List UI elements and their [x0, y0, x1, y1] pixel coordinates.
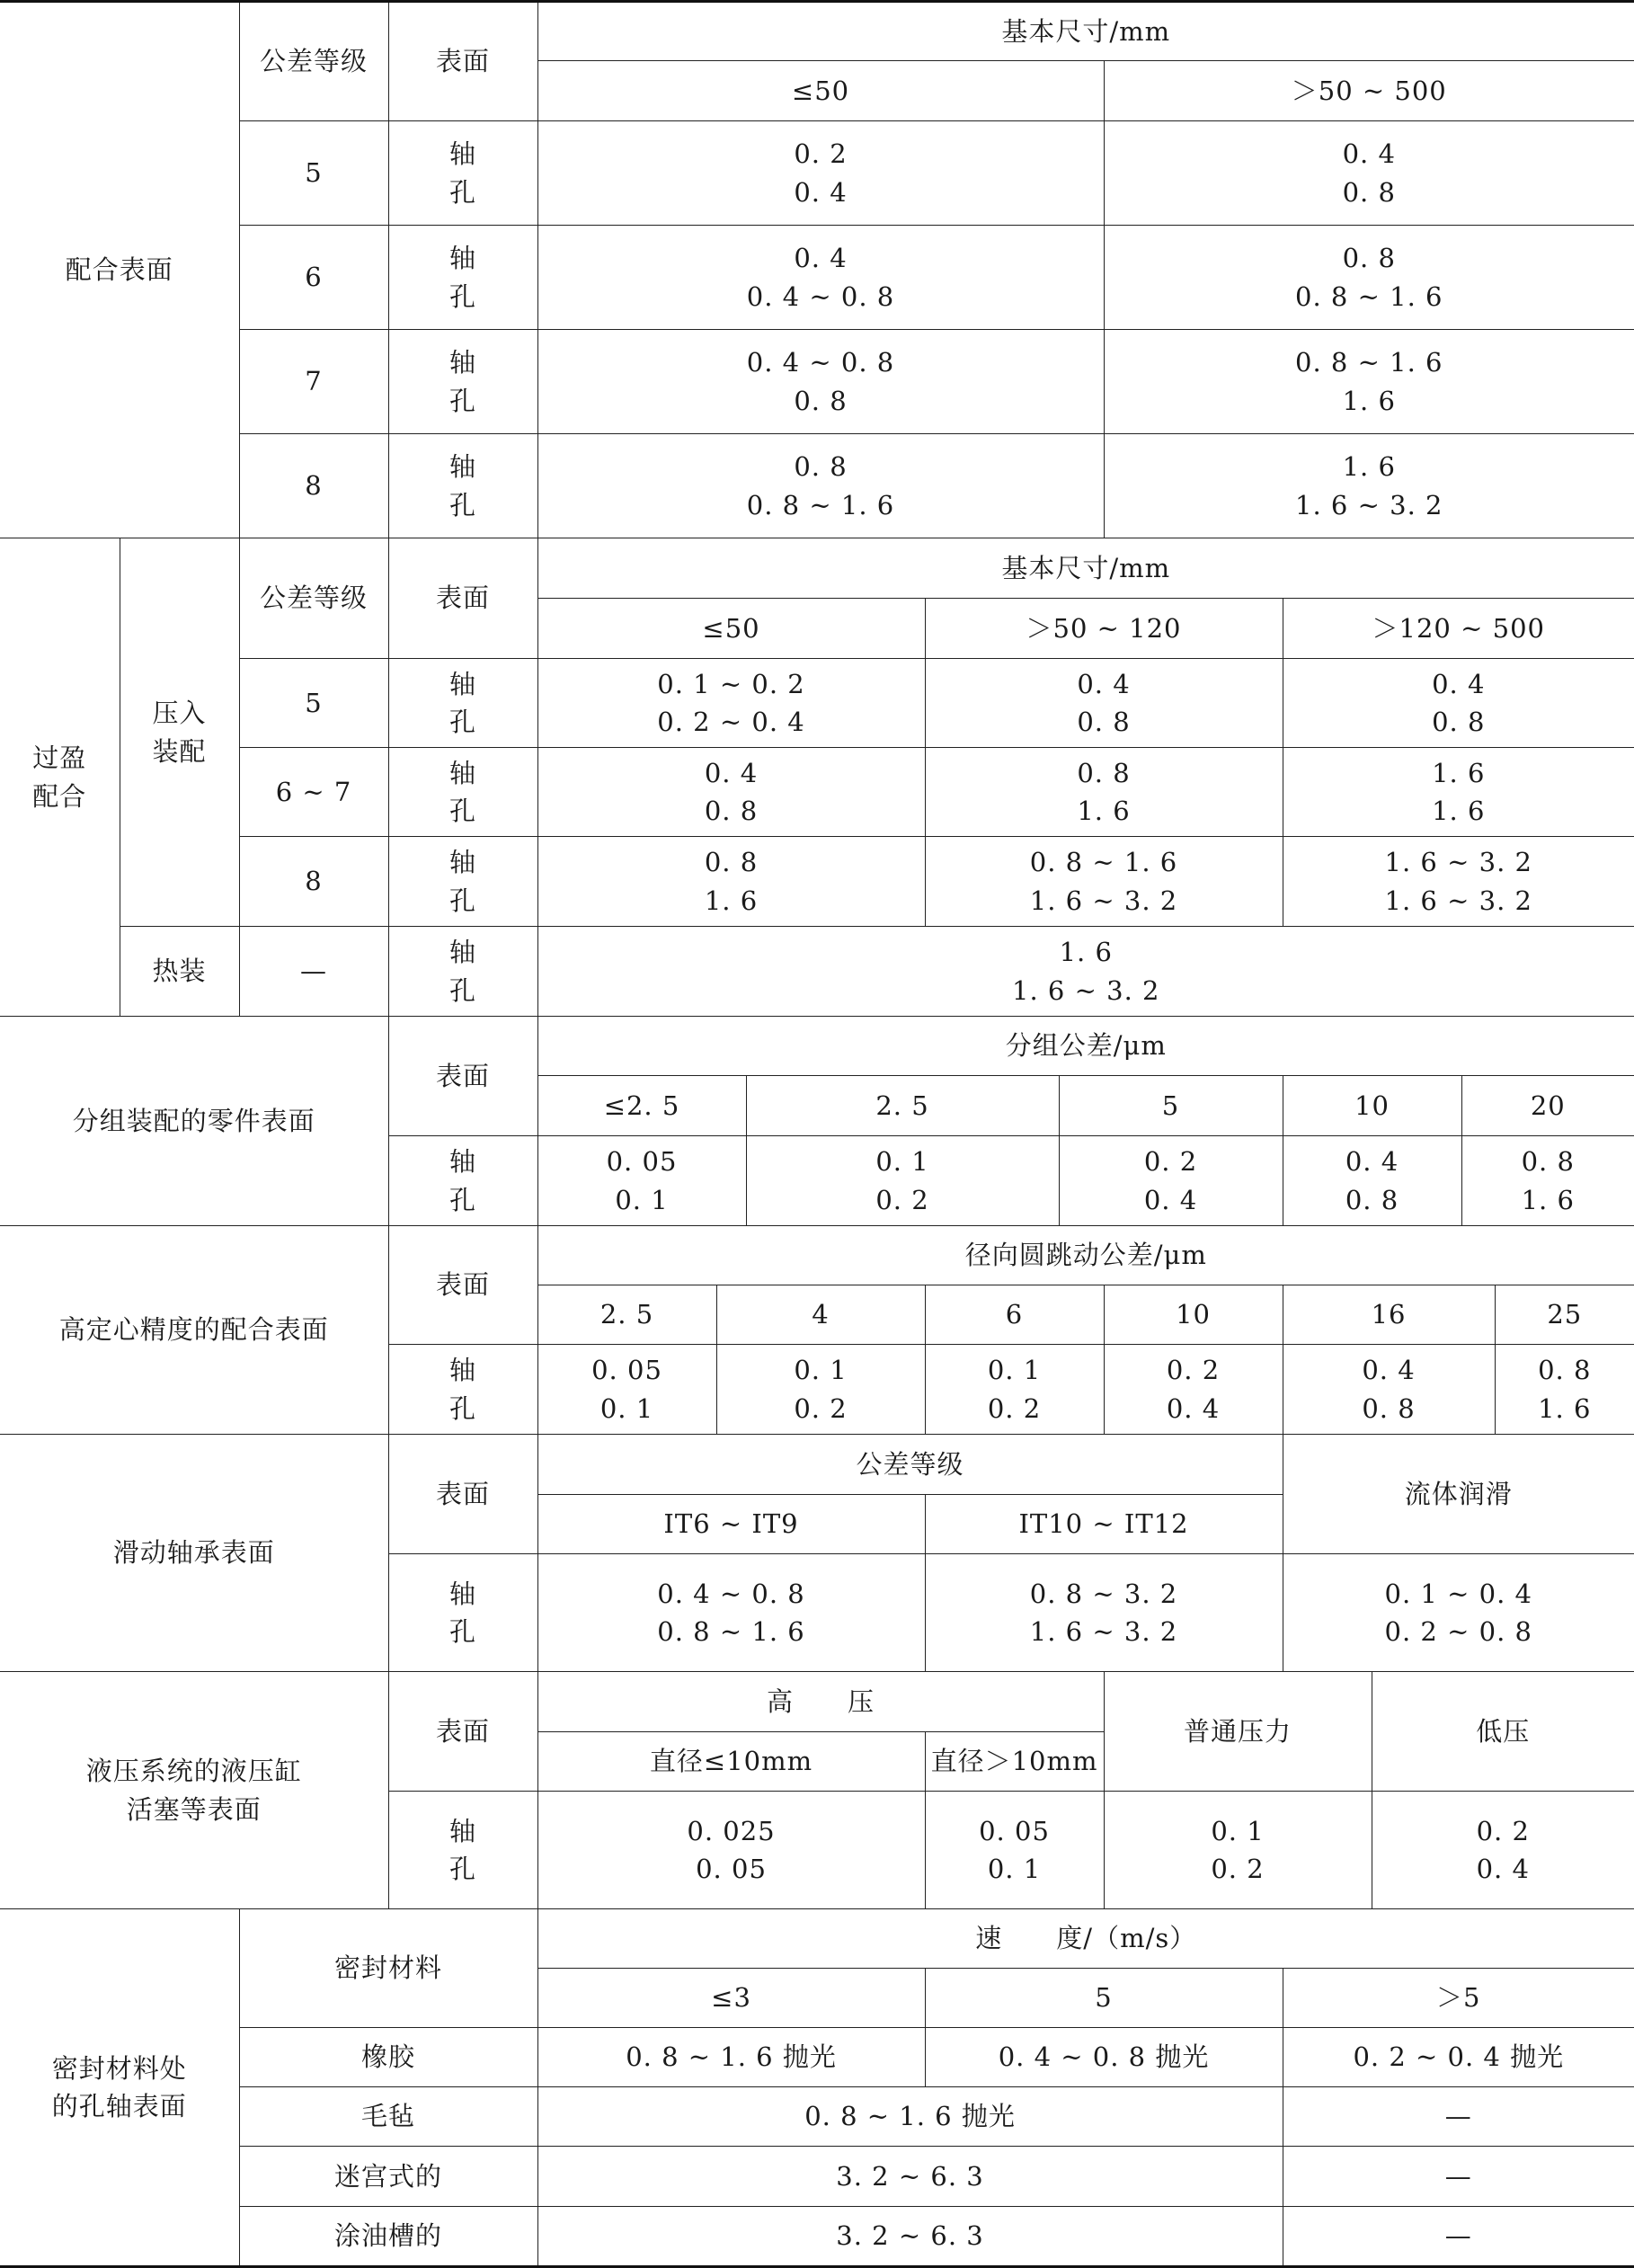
s7-col-header: 5 — [925, 1969, 1283, 2028]
s1-col-header: ＞50 ~ 500 — [1104, 61, 1634, 121]
s6-surface-labels: 轴 孔 — [388, 1792, 537, 1909]
s3-col-header: 10 — [1283, 1076, 1461, 1136]
s1-grade: 5 — [239, 121, 388, 226]
s5-fluid-header: 流体润滑 — [1283, 1435, 1634, 1554]
s5-surface-header: 表面 — [388, 1435, 537, 1554]
s4-value: 0. 4 0. 8 — [1283, 1345, 1495, 1435]
s7-material: 迷宫式的 — [239, 2147, 537, 2207]
s4-value: 0. 1 0. 2 — [716, 1345, 925, 1435]
s2-hot-value: 1. 6 1. 6 ~ 3. 2 — [537, 927, 1634, 1017]
s1-grade-header: 公差等级 — [239, 2, 388, 121]
s1-value: 0. 8 0. 8 ~ 1. 6 — [1104, 226, 1634, 330]
s5-surface-labels: 轴 孔 — [388, 1554, 537, 1672]
s5-col-header: IT10 ~ IT12 — [925, 1495, 1283, 1554]
s7-value: 0. 2 ~ 0. 4 抛光 — [1283, 2028, 1634, 2087]
s1-value: 0. 8 ~ 1. 6 1. 6 — [1104, 330, 1634, 434]
s2-title: 过盈 配合 — [0, 538, 120, 1017]
s1-surface-labels: 轴 孔 — [388, 121, 537, 226]
s7-value: — — [1283, 2087, 1634, 2147]
s2-press-fit: 压入 装配 — [120, 538, 239, 927]
s6-value: 0. 05 0. 1 — [925, 1792, 1104, 1909]
s1-value: 0. 8 0. 8 ~ 1. 6 — [537, 434, 1104, 538]
s3-value: 0. 2 0. 4 — [1059, 1136, 1283, 1226]
s5-col-header: IT6 ~ IT9 — [537, 1495, 925, 1554]
s6-value: 0. 1 0. 2 — [1104, 1792, 1372, 1909]
s1-value: 0. 4 ~ 0. 8 0. 8 — [537, 330, 1104, 434]
s2-hot-fit: 热装 — [120, 927, 239, 1017]
s4-value: 0. 1 0. 2 — [925, 1345, 1104, 1435]
s2-grade: 6 ~ 7 — [239, 748, 388, 837]
s2-surface-labels: 轴 孔 — [388, 748, 537, 837]
s7-value: 0. 8 ~ 1. 6 抛光 — [537, 2028, 925, 2087]
s6-normal-pressure-header: 普通压力 — [1104, 1672, 1372, 1792]
s3-value: 0. 4 0. 8 — [1283, 1136, 1461, 1226]
s5-value: 0. 8 ~ 3. 2 1. 6 ~ 3. 2 — [925, 1554, 1283, 1672]
s1-value: 0. 4 0. 8 — [1104, 121, 1634, 226]
s5-value: 0. 1 ~ 0. 4 0. 2 ~ 0. 8 — [1283, 1554, 1634, 1672]
s2-surface-labels: 轴 孔 — [388, 837, 537, 927]
s7-col-header: ＞5 — [1283, 1969, 1634, 2028]
s7-value: 3. 2 ~ 6. 3 — [537, 2147, 1283, 2207]
s1-grade: 7 — [239, 330, 388, 434]
s6-low-pressure-header: 低压 — [1372, 1672, 1634, 1792]
s4-surface-header: 表面 — [388, 1226, 537, 1345]
s6-high-pressure-header: 高 压 — [537, 1672, 1104, 1732]
s1-title: 配合表面 — [0, 2, 239, 538]
s7-material: 涂油槽的 — [239, 2207, 537, 2267]
s5-title: 滑动轴承表面 — [0, 1435, 388, 1672]
s4-surface-labels: 轴 孔 — [388, 1345, 537, 1435]
s3-surface-header: 表面 — [388, 1017, 537, 1136]
s3-value: 0. 8 1. 6 — [1461, 1136, 1634, 1226]
s4-col-header: 2. 5 — [537, 1285, 716, 1345]
s1-value: 0. 2 0. 4 — [537, 121, 1104, 226]
s2-col-header: ＞50 ~ 120 — [925, 599, 1283, 659]
s6-value: 0. 025 0. 05 — [537, 1792, 925, 1909]
s2-value: 0. 8 1. 6 — [925, 748, 1283, 837]
s1-grade: 8 — [239, 434, 388, 538]
s7-value: 0. 4 ~ 0. 8 抛光 — [925, 2028, 1283, 2087]
s4-title: 高定心精度的配合表面 — [0, 1226, 388, 1435]
s4-col-header: 10 — [1104, 1285, 1283, 1345]
s7-material: 毛毡 — [239, 2087, 537, 2147]
s7-material-header: 密封材料 — [239, 1909, 537, 2028]
s1-value: 0. 4 0. 4 ~ 0. 8 — [537, 226, 1104, 330]
s4-col-header: 4 — [716, 1285, 925, 1345]
s6-title: 液压系统的液压缸 活塞等表面 — [0, 1672, 388, 1909]
s2-surface-header: 表面 — [388, 538, 537, 659]
s4-col-header: 6 — [925, 1285, 1104, 1345]
s2-value: 0. 4 0. 8 — [537, 748, 925, 837]
s4-value: 0. 2 0. 4 — [1104, 1345, 1283, 1435]
s1-size-header: 基本尺寸/mm — [537, 2, 1634, 61]
s7-value: 0. 8 ~ 1. 6 抛光 — [537, 2087, 1283, 2147]
s1-surface-header: 表面 — [388, 2, 537, 121]
s4-col-header: 25 — [1495, 1285, 1634, 1345]
s7-title: 密封材料处 的孔轴表面 — [0, 1909, 239, 2267]
s1-surface-labels: 轴 孔 — [388, 330, 537, 434]
s1-surface-labels: 轴 孔 — [388, 226, 537, 330]
s2-value: 0. 1 ~ 0. 2 0. 2 ~ 0. 4 — [537, 659, 925, 748]
s1-value: 1. 6 1. 6 ~ 3. 2 — [1104, 434, 1634, 538]
s4-runout-header: 径向圆跳动公差/μm — [537, 1226, 1634, 1285]
s1-grade: 6 — [239, 226, 388, 330]
s5-value: 0. 4 ~ 0. 8 0. 8 ~ 1. 6 — [537, 1554, 925, 1672]
s2-value: 1. 6 ~ 3. 2 1. 6 ~ 3. 2 — [1283, 837, 1634, 927]
s2-col-header: ＞120 ~ 500 — [1283, 599, 1634, 659]
s7-speed-header: 速 度/（m/s） — [537, 1909, 1634, 1969]
s2-value: 0. 4 0. 8 — [925, 659, 1283, 748]
s3-value: 0. 05 0. 1 — [537, 1136, 746, 1226]
s1-surface-labels: 轴 孔 — [388, 434, 537, 538]
s1-col-header: ≤50 — [537, 61, 1104, 121]
s3-group-header: 分组公差/μm — [537, 1017, 1634, 1076]
s3-value: 0. 1 0. 2 — [746, 1136, 1059, 1226]
s3-col-header: ≤2. 5 — [537, 1076, 746, 1136]
s2-surface-labels: 轴 孔 — [388, 659, 537, 748]
s3-col-header: 2. 5 — [746, 1076, 1059, 1136]
s2-grade: 5 — [239, 659, 388, 748]
s2-col-header: ≤50 — [537, 599, 925, 659]
s6-col-header: 直径≤10mm — [537, 1732, 925, 1792]
s3-title: 分组装配的零件表面 — [0, 1017, 388, 1226]
s2-surface-labels: 轴 孔 — [388, 927, 537, 1017]
s2-value: 0. 4 0. 8 — [1283, 659, 1634, 748]
s6-value: 0. 2 0. 4 — [1372, 1792, 1634, 1909]
s7-value: — — [1283, 2207, 1634, 2267]
s7-col-header: ≤3 — [537, 1969, 925, 2028]
s2-grade-header: 公差等级 — [239, 538, 388, 659]
s2-value: 1. 6 1. 6 — [1283, 748, 1634, 837]
s2-size-header: 基本尺寸/mm — [537, 538, 1634, 599]
s2-grade: 8 — [239, 837, 388, 927]
s6-col-header: 直径＞10mm — [925, 1732, 1104, 1792]
s7-value: 3. 2 ~ 6. 3 — [537, 2207, 1283, 2267]
s2-value: 0. 8 ~ 1. 6 1. 6 ~ 3. 2 — [925, 837, 1283, 927]
s5-grade-header: 公差等级 — [537, 1435, 1283, 1495]
s3-surface-labels: 轴 孔 — [388, 1136, 537, 1226]
s3-col-header: 20 — [1461, 1076, 1634, 1136]
s6-surface-header: 表面 — [388, 1672, 537, 1792]
s2-value: 0. 8 1. 6 — [537, 837, 925, 927]
s4-col-header: 16 — [1283, 1285, 1495, 1345]
s2-hot-grade: — — [239, 927, 388, 1017]
s3-col-header: 5 — [1059, 1076, 1283, 1136]
s4-value: 0. 8 1. 6 — [1495, 1345, 1634, 1435]
s4-value: 0. 05 0. 1 — [537, 1345, 716, 1435]
s7-material: 橡胶 — [239, 2028, 537, 2087]
s7-value: — — [1283, 2147, 1634, 2207]
